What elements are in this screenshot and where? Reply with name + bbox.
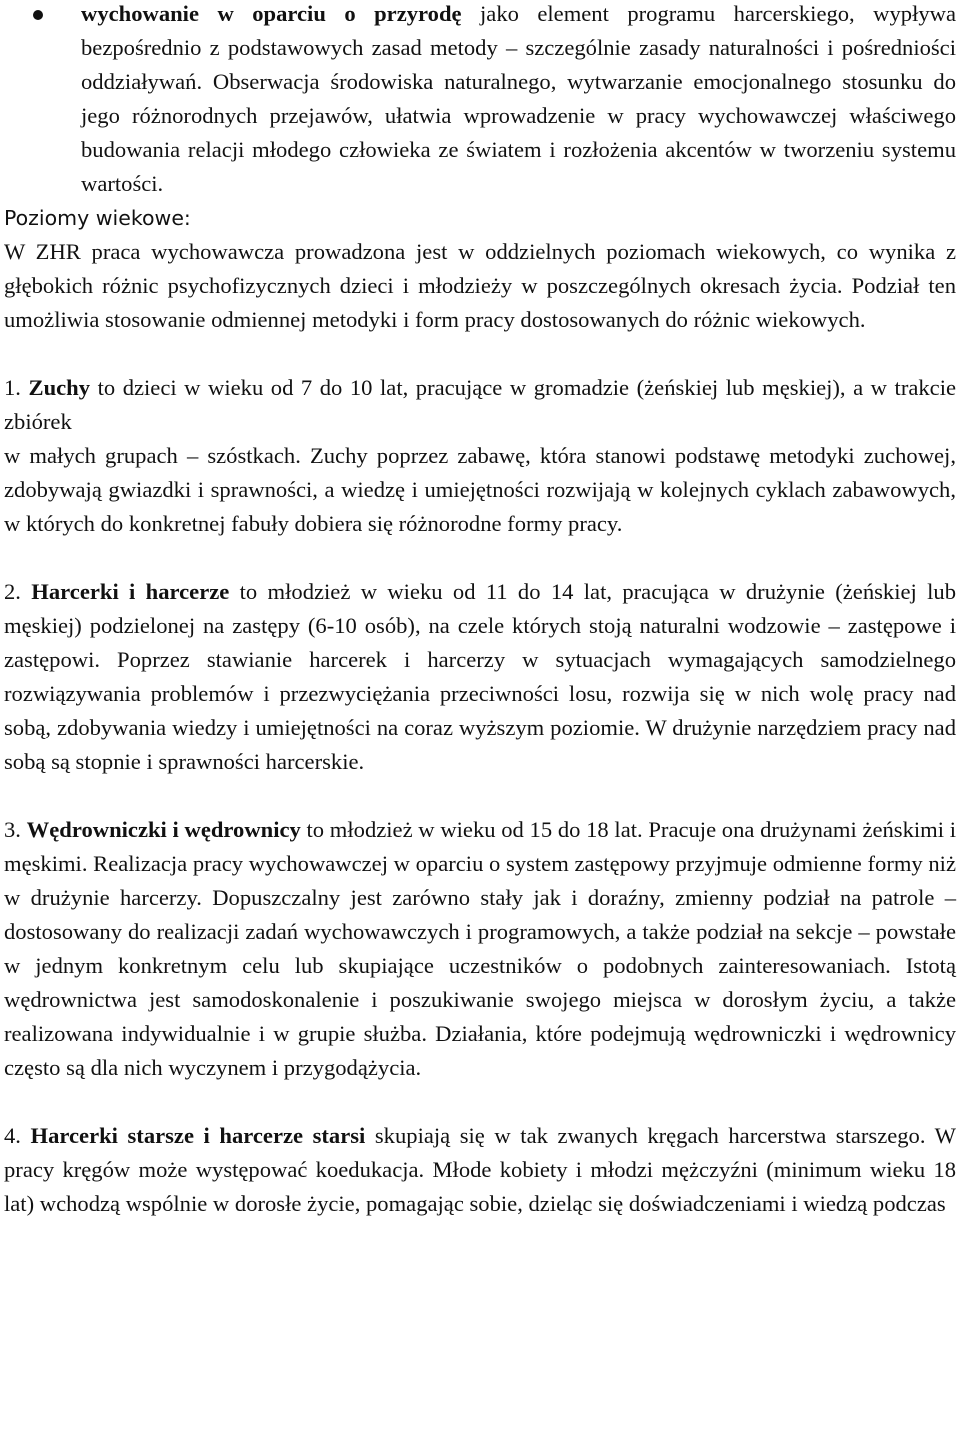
level-number: 3.: [4, 817, 27, 842]
level-number: 2.: [4, 579, 32, 604]
age-levels-intro: W ZHR praca wychowawcza prowadzona jest w oddzielnych poziomach wiekowych, co wynika z głębokich różnic psychofizycznych dzieci i młodzieży w poszczególnych okresach życia. Podział ten umożliwia stosowanie odmiennej metodyki i form pracy dostosowanych do różnic wiekowych.: [4, 239, 956, 332]
level-text: to dzieci w wieku od 7 do 10 lat, pracujące w gromadzie (żeńskiej lub męskiej), a w trakcie zbiórek: [4, 375, 957, 434]
level-number: 1.: [4, 375, 29, 400]
level-number: 4.: [4, 1123, 31, 1148]
level-name: Wędrowniczki i wędrownicy: [26, 817, 301, 842]
level-paragraph-harcerki: [4, 575, 956, 779]
level-name: Harcerki starsze i harcerze starsi: [30, 1123, 366, 1148]
bullet-paragraph: [4, 0, 956, 201]
level-text: skupiają się w tak zwanych kręgach harcerstwa starszego. W pracy kręgów może występować koedukacja. Młode kobiety i młodzi mężczyźni (minimum wieku 18 lat) wchodzą wspólnie w dorosłe życie, pomagając sobie, dzieląc się doświadczeniami i wiedzą podczas: [4, 1123, 956, 1216]
bullet-text: jako element programu harcerskiego, wypływa bezpośrednio z podstawowych zasad metody – szczególnie zasady naturalności i pośredniości oddziaływań. Obserwacja środowiska naturalnego, wytwarzanie emocjonalnego stosunku do jego różnorodnych przejawów, ułatwia wprowadzenie w pracy wychowawczej właściwego budowania relacji młodego człowieka ze światem i rozłożenia akcentów w tworzeniu systemu wartości.: [81, 1, 957, 196]
level-name: Harcerki i harcerze: [31, 579, 230, 604]
bullet-dot-icon: [33, 10, 43, 20]
level-paragraph-zuchy: [4, 371, 956, 439]
level-text: to młodzież w wieku od 15 do 18 lat. Pracuje ona drużynami żeńskimi i męskimi. Realizacja pracy wychowawczej w oparciu o system zastępowy przyjmuje odmienne formy niż w drużynie harcerzy. Dopuszczalny jest zarówno stały jak i doraźny, zmienny podział na patrole – dostosowany do realizacji zadań wychowawczych i programowych, a także podział na sekcje – powstałe w jednym konkretnym celu lub skupiające uczestników o podobnych zainteresowaniach. Istotą wędrownictwa jest samodoskonalenie i poszukiwanie swojego miejsca w dorosłym życiu, a także realizowana indywidualnie i w grupie służba. Działania, które podejmują wędrowniczki i wędrownicy często są dla nich wyczynem i przygodążycia.: [4, 817, 956, 1080]
bullet-term: wychowanie w oparciu o przyrodę: [81, 1, 462, 26]
level-paragraph-wedrownicy: [4, 813, 956, 1085]
level-paragraph-harcerstwo-starsze: [4, 1119, 956, 1221]
level-paragraph-zuchy-continued: w małych grupach – szóstkach. Zuchy poprzez zabawę, która stanowi podstawę metodyki zuchowej, zdobywają gwiazdki i sprawności, a wiedzę i umiejętności rozwijają w kolejnych cyklach zabawowych, w których do konkretnej fabuły dobiera się różnorodne formy pracy.: [4, 443, 956, 536]
level-text: to młodzież w wieku od 11 do 14 lat, pracująca w drużynie (żeńskiej lub męskiej) podzielonej na zastępy (6-10 osób), na czele których stoją naturalni wodzowie – zastępowe i zastępowi. Poprzez stawianie harcerek i harcerzy w sytuacjach wymagających samodzielnego rozwiązywania problemów i przezwyciężania przeciwności losu, rozwija się w nich wolę pracy nad sobą, zdobywania wiedzy i umiejętności na coraz wyższym poziomie. W drużynie narzędziem pracy nad sobą są stopnie i sprawności harcerskie.: [4, 579, 957, 774]
level-name: Zuchy: [28, 375, 91, 400]
age-levels-heading: Poziomy wiekowe:: [4, 206, 191, 230]
